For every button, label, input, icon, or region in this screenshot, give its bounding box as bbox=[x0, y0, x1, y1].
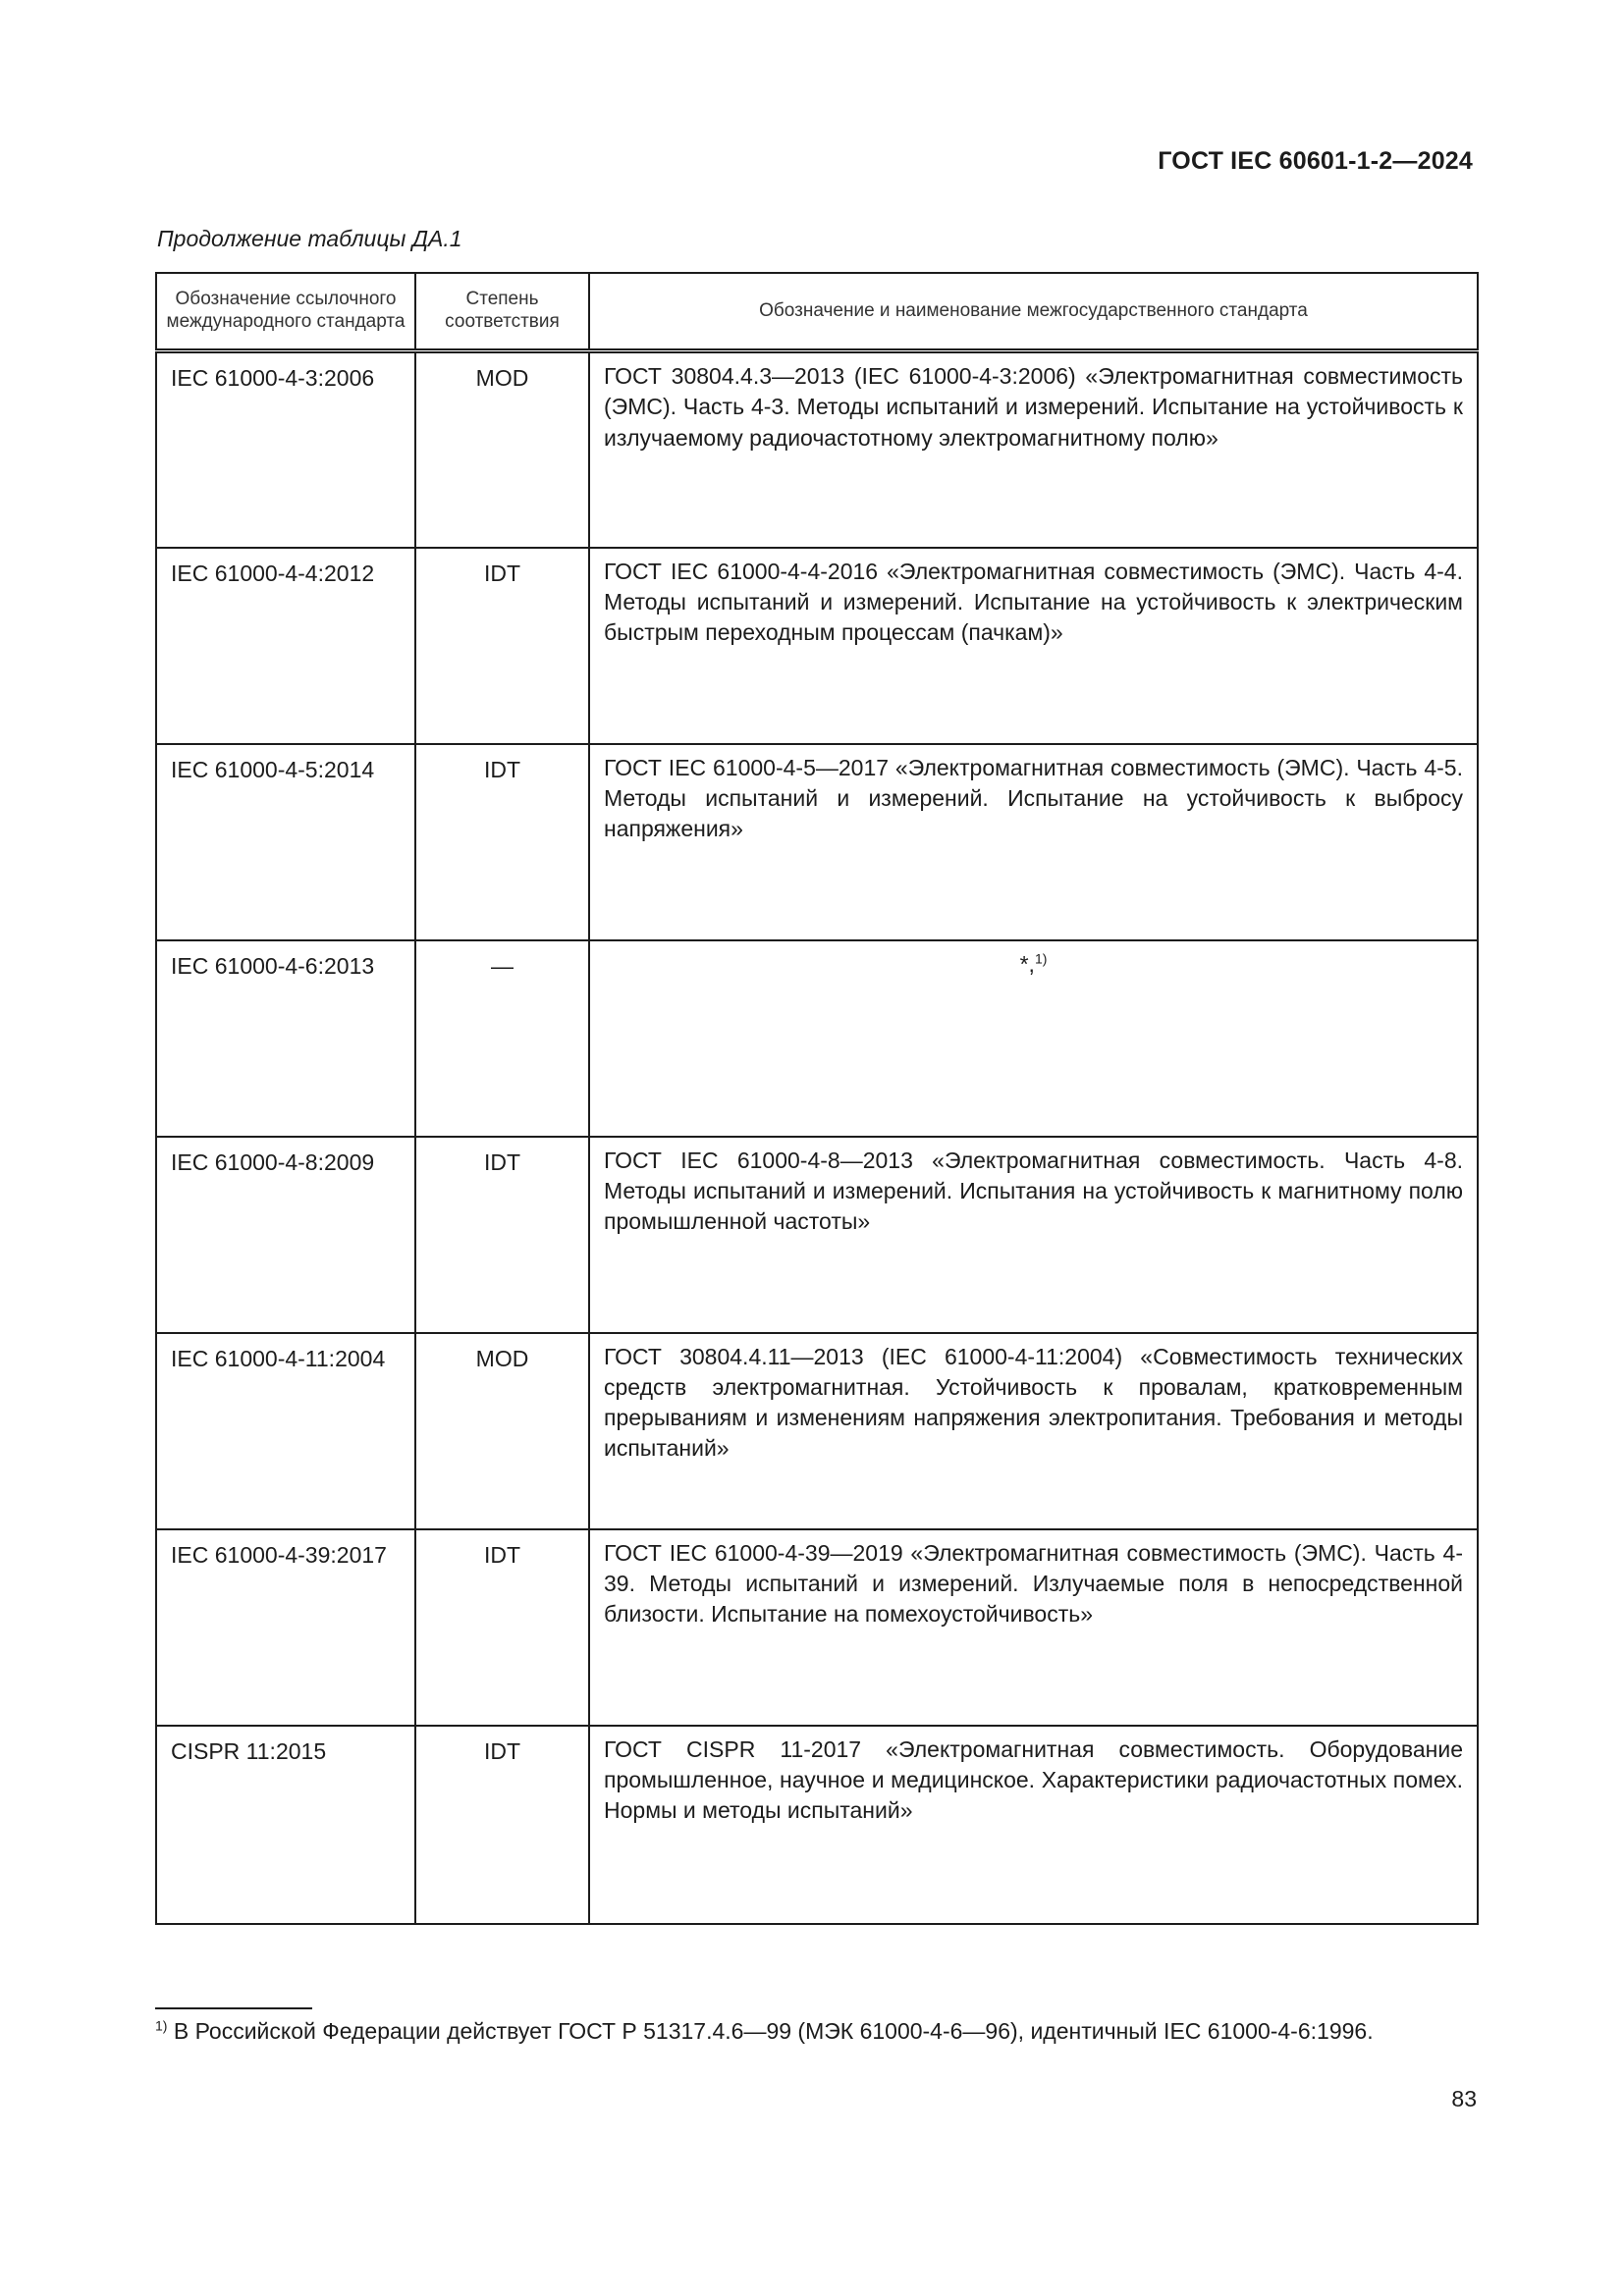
standard-name-cell: ГОСТ IEC 61000-4-4-2016 «Электромагнитная совместимость (ЭМС). Часть 4-4. Методы испытаний и измерений. Испытание на устойчивость к электрическим быстрым переходным процессам (пачкам)» bbox=[589, 548, 1478, 744]
degree-cell: MOD bbox=[415, 1333, 589, 1529]
reference-cell: IEC 61000-4-4:2012 bbox=[156, 548, 415, 744]
footnote bbox=[155, 2015, 1477, 2048]
standard-name-cell bbox=[589, 940, 1478, 1137]
footnote-text: В Российской Федерации действует ГОСТ Р 51317.4.6—99 (МЭК 61000-4-6—96), идентичный IEC 61000-4-6:1996. bbox=[167, 2018, 1374, 2044]
table-row bbox=[156, 940, 1478, 1137]
table-caption: Продолжение таблицы ДА.1 bbox=[157, 226, 462, 251]
table-row bbox=[156, 1726, 1478, 1924]
degree-cell: IDT bbox=[415, 1726, 589, 1924]
not-adopted-mark: *, bbox=[1019, 950, 1035, 977]
degree-cell: — bbox=[415, 940, 589, 1137]
standards-table bbox=[155, 272, 1479, 1925]
reference-cell: IEC 61000-4-3:2006 bbox=[156, 351, 415, 548]
column-header-standard: Обозначение и наименование межгосударственного стандарта bbox=[589, 273, 1478, 351]
reference-cell: CISPR 11:2015 bbox=[156, 1726, 415, 1924]
table-row bbox=[156, 1137, 1478, 1333]
degree-cell: IDT bbox=[415, 1529, 589, 1726]
column-header-degree: Степень соответствия bbox=[415, 273, 589, 351]
standard-name-cell: ГОСТ 30804.4.11—2013 (IEC 61000-4-11:2004) «Совместимость технических средств электромагнитная. Устойчивость к провалам, кратковременным прерываниям и изменениям напряжения электропитания. Требования и методы испытаний» bbox=[589, 1333, 1478, 1529]
table-row bbox=[156, 1333, 1478, 1529]
standard-name-cell: ГОСТ IEC 61000-4-8—2013 «Электромагнитная совместимость. Часть 4-8. Методы испытаний и измерений. Испытания на устойчивость к магнитному полю промышленной частоты» bbox=[589, 1137, 1478, 1333]
document-code: ГОСТ IEC 60601-1-2—2024 bbox=[1158, 147, 1473, 175]
reference-cell: IEC 61000-4-5:2014 bbox=[156, 744, 415, 940]
degree-cell: IDT bbox=[415, 548, 589, 744]
footnote-reference[interactable]: 1) bbox=[1034, 949, 1048, 966]
table-row bbox=[156, 351, 1478, 548]
degree-cell: IDT bbox=[415, 744, 589, 940]
table-row bbox=[156, 744, 1478, 940]
degree-cell: IDT bbox=[415, 1137, 589, 1333]
reference-cell: IEC 61000-4-39:2017 bbox=[156, 1529, 415, 1726]
column-header-reference: Обозначение ссылочного международного стандарта bbox=[156, 273, 415, 351]
standard-name-cell: ГОСТ IEC 61000-4-39—2019 «Электромагнитная совместимость (ЭМС). Часть 4-39. Методы испытаний и измерений. Излучаемые поля в непосредственной близости. Испытание на помехоустойчивость» bbox=[589, 1529, 1478, 1726]
standard-name-cell: ГОСТ CISPR 11-2017 «Электромагнитная совместимость. Оборудование промышленное, научное и медицинское. Характеристики радиочастотных помех. Нормы и методы испытаний» bbox=[589, 1726, 1478, 1924]
reference-cell: IEC 61000-4-8:2009 bbox=[156, 1137, 415, 1333]
table-header-row bbox=[156, 273, 1478, 351]
reference-cell: IEC 61000-4-6:2013 bbox=[156, 940, 415, 1137]
page-number: 83 bbox=[1451, 2086, 1477, 2111]
table-row bbox=[156, 548, 1478, 744]
standard-name-cell: ГОСТ IEC 61000-4-5—2017 «Электромагнитная совместимость (ЭМС). Часть 4-5. Методы испытаний и измерений. Испытание на устойчивость к выбросу напряжения» bbox=[589, 744, 1478, 940]
table-row bbox=[156, 1529, 1478, 1726]
degree-cell: MOD bbox=[415, 351, 589, 548]
footnote-mark: 1) bbox=[155, 2017, 168, 2034]
standard-name-cell: ГОСТ 30804.4.3—2013 (IEC 61000-4-3:2006) «Электромагнитная совместимость (ЭМС). Часть 4-3. Методы испытаний и измерений. Испытание на устойчивость к излучаемому радиочастотному электромагнитному полю» bbox=[589, 351, 1478, 548]
reference-cell: IEC 61000-4-11:2004 bbox=[156, 1333, 415, 1529]
footnote-divider bbox=[155, 2007, 312, 2009]
